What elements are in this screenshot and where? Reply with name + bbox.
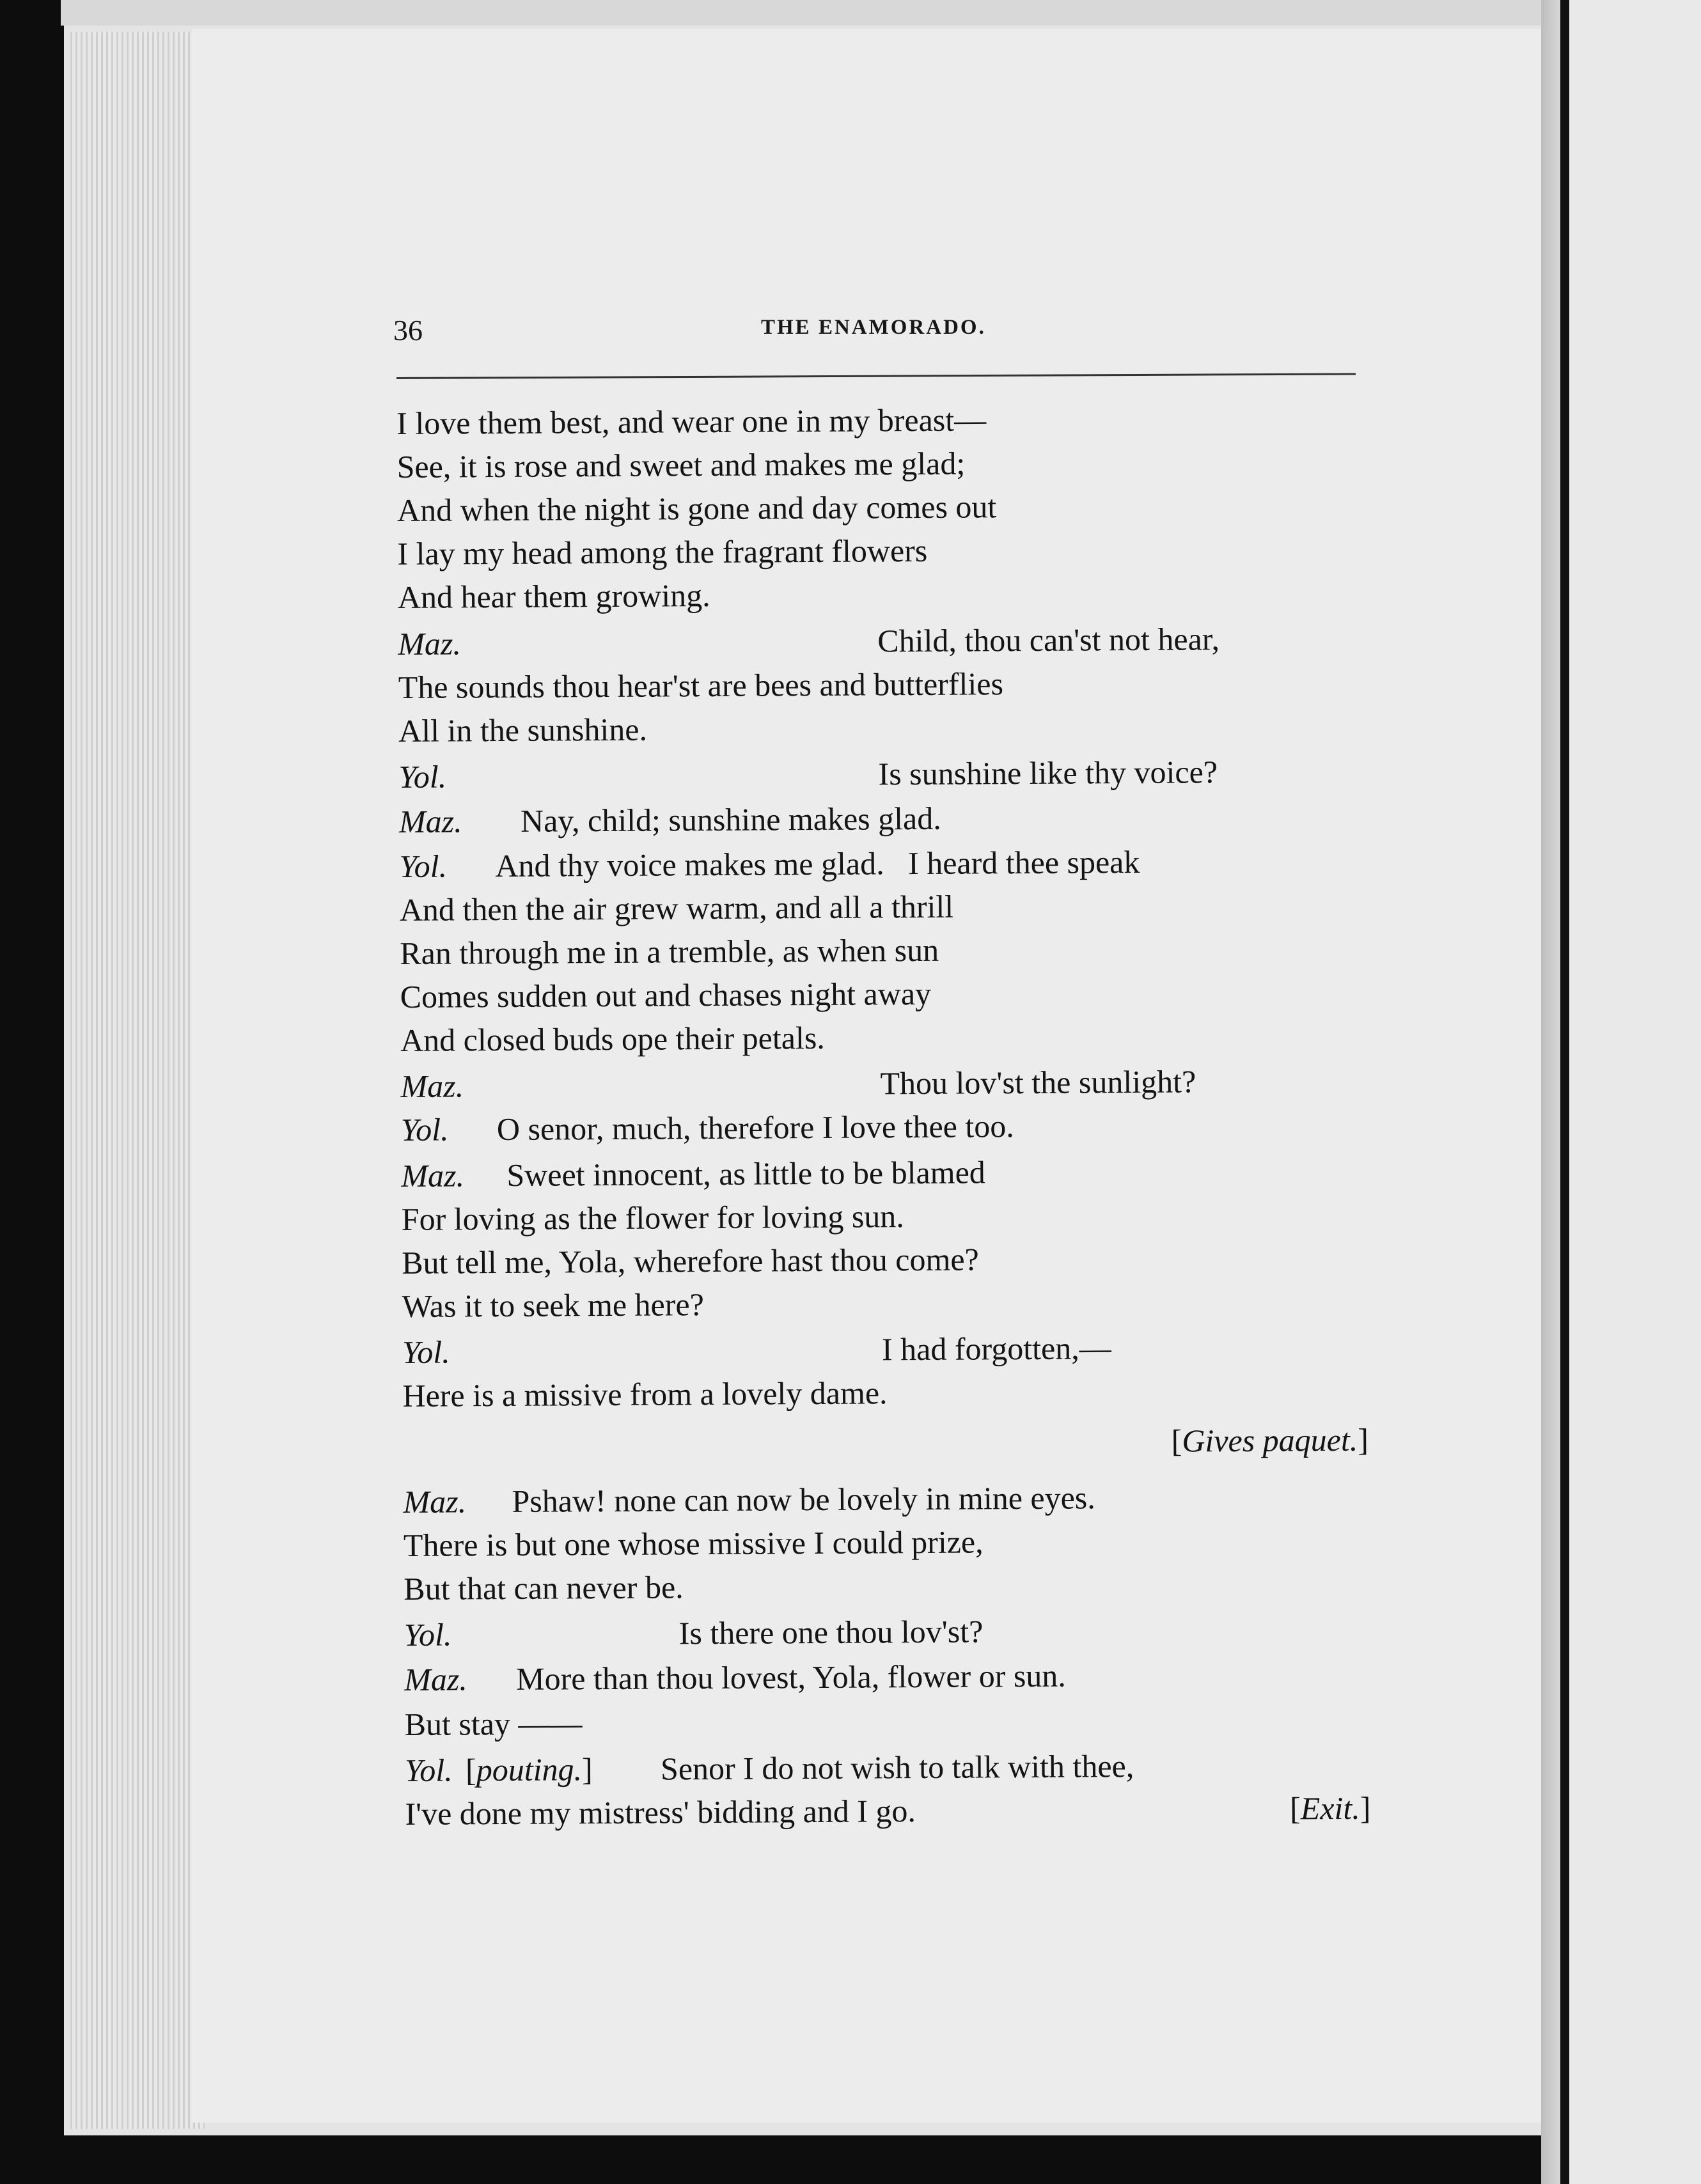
- dialogue-line: Maz. Sweet innocent, as little to be blamed: [401, 1150, 1360, 1196]
- speaker-name: Yol.: [399, 848, 448, 884]
- speaker-name: Yol.: [400, 1111, 449, 1148]
- verse-line: And then the air grew warm, and all a thrill: [399, 888, 954, 928]
- dialogue-line: Yol. I had forgotten,—: [402, 1326, 1361, 1373]
- verse-line: And when the night is gone and day comes out: [396, 488, 997, 528]
- speaker-name: Maz.: [401, 1157, 465, 1194]
- dialogue-line: Yol. Is sunshine like thy voice?: [398, 751, 1358, 797]
- verse-line: Was it to seek me here?: [402, 1286, 704, 1324]
- verse-line: And hear them growing.: [397, 577, 710, 615]
- verse-line: There is but one whose missive I could prize,: [403, 1524, 984, 1563]
- verse-line: Comes sudden out and chases night away: [400, 975, 932, 1015]
- verse-line: I love them best, and wear one in my breast—: [396, 402, 987, 441]
- dialogue-line: Maz. Child, thou can'st not hear,: [398, 618, 1357, 664]
- running-head: THE ENAMORADO.: [761, 316, 986, 339]
- dialogue-line: Maz. Thou lov'st the sunlight?: [400, 1060, 1360, 1107]
- stage-direction: [pouting.]: [465, 1751, 593, 1788]
- verse-line: But tell me, Yola, wherefore hast thou come?: [402, 1241, 979, 1281]
- dialogue-line: Maz. More than thou lovest, Yola, flower or sun.: [404, 1653, 1363, 1700]
- speaker-name: Maz.: [404, 1661, 467, 1697]
- speaker-name: Yol.: [404, 1616, 452, 1653]
- speaker-name: Maz.: [400, 1068, 464, 1104]
- speaker-name: Maz.: [398, 803, 462, 839]
- speaker-name: Maz.: [398, 625, 462, 662]
- verse-line: And closed buds ope their petals.: [400, 1019, 825, 1058]
- verse-line: But that can never be.: [404, 1569, 684, 1607]
- dialogue-line: Yol. Is there one thou lov'st?: [404, 1609, 1363, 1655]
- dialogue-line: Maz. Pshaw! none can now be lovely in mine eyes.: [403, 1476, 1362, 1522]
- dialogue-line: I've done my mistress' bidding and I go. [Exit.]: [405, 1788, 1364, 1834]
- dialogue-line: Yol. [pouting.] Senor I do not wish to talk with thee,: [405, 1744, 1364, 1791]
- verse-line: The sounds thou hear'st are bees and butterflies: [398, 666, 1004, 705]
- verse-line: See, it is rose and sweet and makes me glad;: [396, 445, 966, 485]
- speaker-name: Yol.: [404, 1752, 453, 1788]
- stage-direction: [Gives paquet.]: [1171, 1421, 1369, 1459]
- page-number: 36: [393, 314, 423, 347]
- top-page-edge: [61, 0, 1557, 26]
- stacked-page-edges: [70, 32, 205, 2129]
- speaker-name: Maz.: [403, 1483, 467, 1520]
- dialogue-line: Yol. O senor, much, therefore I love thee too.: [401, 1104, 1360, 1150]
- dialogue-line: Yol. And thy voice makes me glad. I heard thee speak: [399, 840, 1358, 887]
- verse-line: I lay my head among the fragrant flowers: [397, 532, 928, 572]
- stage-direction-line: [403, 1419, 1369, 1466]
- verse-line: All in the sunshine.: [398, 711, 648, 749]
- verse-text: [396, 397, 1371, 1899]
- facing-page: [1560, 0, 1701, 2184]
- verse-line: Ran through me in a tremble, as when sun: [400, 932, 939, 971]
- speaker-name: Yol.: [398, 758, 447, 795]
- speaker-name: Yol.: [402, 1334, 450, 1370]
- dialogue-line: Maz. Nay, child; sunshine makes glad.: [399, 795, 1358, 842]
- stage-direction: [Exit.]: [1289, 1790, 1371, 1827]
- verse-line: But stay ——: [404, 1705, 583, 1742]
- verse-line: For loving as the flower for loving sun.: [401, 1198, 904, 1237]
- page-header: [393, 313, 1359, 358]
- verse-line: Here is a missive from a lovely dame.: [402, 1375, 888, 1414]
